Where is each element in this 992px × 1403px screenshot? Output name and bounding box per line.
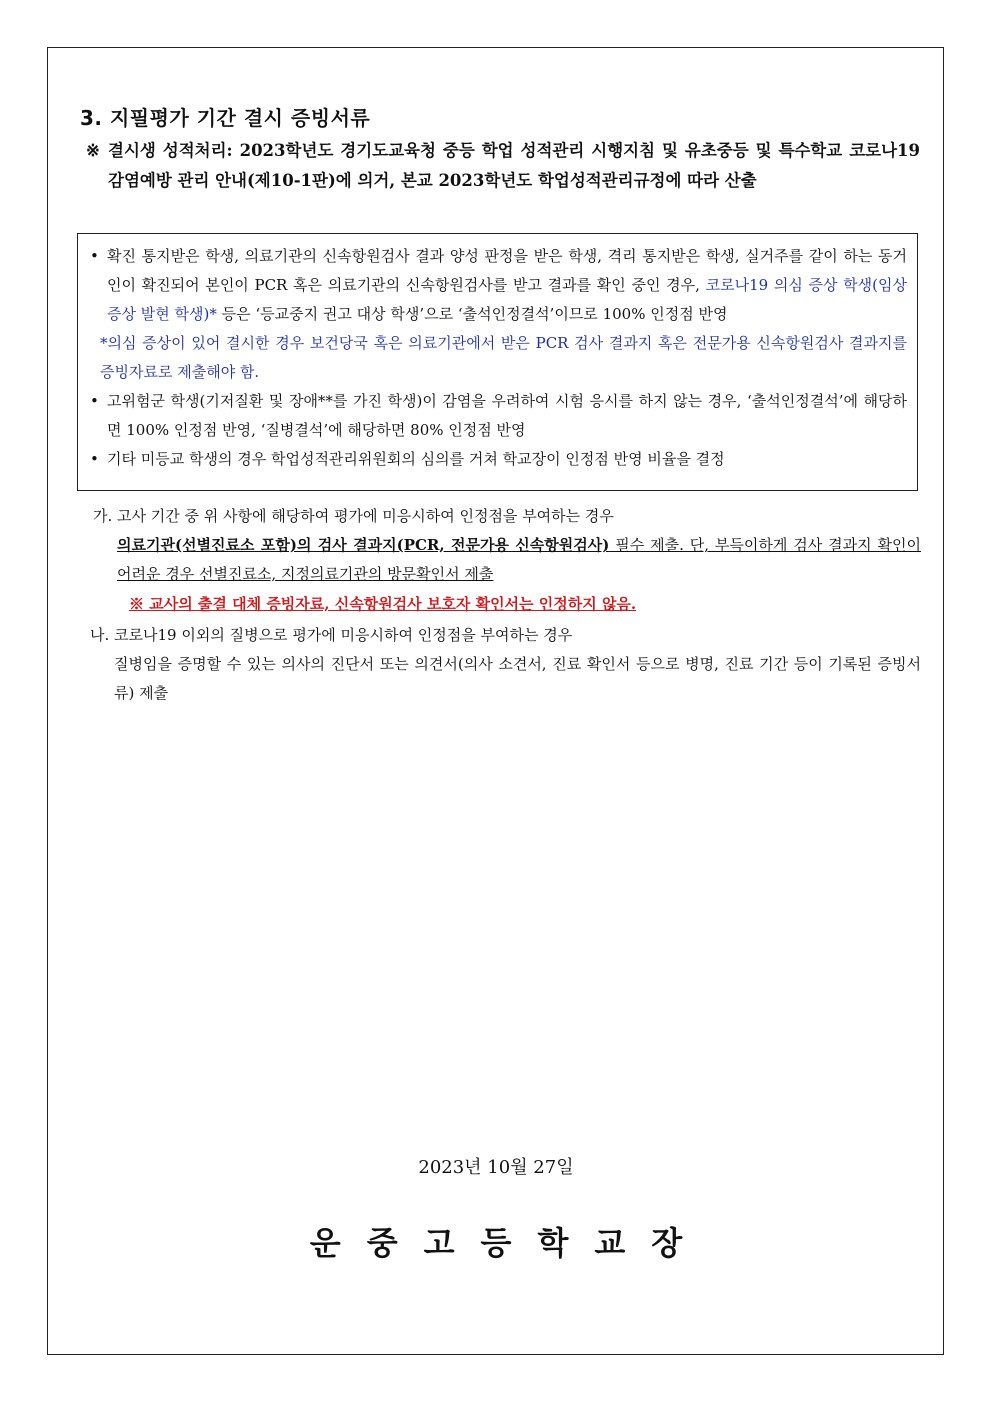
criteria-text: 확진 통지받은 학생, 의료기관의 신속항원검사 결과 양성 판정을 받은 학생, 격리 통지받은 학생, 실거주를 같이 하는 동거인이 확진되어 본인이 PCR 혹은 의료기관의 신속항원검사를 받고 결과를 확인 중인 경우, — [107, 247, 907, 294]
grading-notice — [86, 136, 920, 195]
criteria-text: 고위험군 학생(기저질환 및 장애**를 가진 학생)이 감염을 우려하여 시험 응시를 하지 않는 경우, ‘출석인정결석’에 해당하면 100% 인정점 반영, ‘질병결석’에 해당하면 80% 인정점 반영 — [107, 392, 907, 439]
section-a-required-docs: 의료기관(선별진료소 포함)의 검사 결과지(PCR, 전문가용 신속항원검사) — [117, 536, 610, 554]
criteria-item-confirmed — [90, 242, 907, 329]
document-date: 2023년 10월 27일 — [418, 1157, 574, 1178]
criteria-item-other — [90, 445, 907, 474]
criteria-text: 등은 ‘등교중지 권고 대상 학생’으로 ‘출석인정결석’이므로 100% 인정점 반영 — [216, 305, 728, 323]
bullet-icon: • — [90, 247, 99, 265]
section-b-body: 질병임을 증명할 수 있는 의사의 진단서 또는 의견서(의사 소견서, 진료 확인서 등으로 병명, 진료 기간 등이 기록된 증빙서류) 제출 — [114, 655, 921, 702]
criteria-item-high-risk — [90, 387, 907, 445]
signer-name: 운중고등학교장 — [309, 1224, 709, 1262]
section-a-warning: ※ 교사의 출결 대체 증빙자료, 신속항원검사 보호자 확인서는 인정하지 않음. — [129, 595, 637, 613]
section-a-title: 가. 고사 기간 중 위 사항에 해당하여 평가에 미응시하여 인정점을 부여하는 경우 — [93, 507, 614, 525]
grading-notice-text: 결시생 성적처리: 2023학년도 경기도교육청 중등 학업 성적관리 시행지침 및 유초중등 및 특수학교 코로나19 감염예방 관리 안내(제10-1판)에 의거, 본교 2023학년도 학업성적관리규정에 따라 산출 — [108, 141, 920, 190]
evidence-footnote: *의심 증상이 있어 결시한 경우 보건당국 혹은 의료기관에서 받은 PCR 검사 결과지 혹은 전문가용 신속항원검사 결과지를 증빙자료로 제출해야 함. — [100, 334, 907, 381]
suspected-symptom-text: 코로나19 의심 증상 학생(임상 증상 발현 학생)* — [107, 276, 907, 323]
reference-mark: ※ — [86, 141, 100, 160]
section-b-title: 나. 코로나19 이외의 질병으로 평가에 미응시하여 인정점을 부여하는 경우 — [90, 626, 573, 644]
criteria-box — [77, 233, 918, 491]
section-heading: 3. 지필평가 기간 결시 증빙서류 — [80, 106, 371, 130]
section-a-body — [117, 531, 921, 589]
section-a-body-text: 필수 제출. 단, 부득이하게 검사 결과지 확인이 어려운 경우 선별진료소, 지정의료기관의 방문확인서 제출 — [117, 536, 922, 583]
bullet-icon: • — [90, 392, 99, 410]
criteria-text: 기타 미등교 학생의 경우 학업성적관리위원회의 심의를 거쳐 학교장이 인정점 반영 비율을 결정 — [107, 450, 725, 468]
bullet-icon: • — [90, 450, 99, 468]
